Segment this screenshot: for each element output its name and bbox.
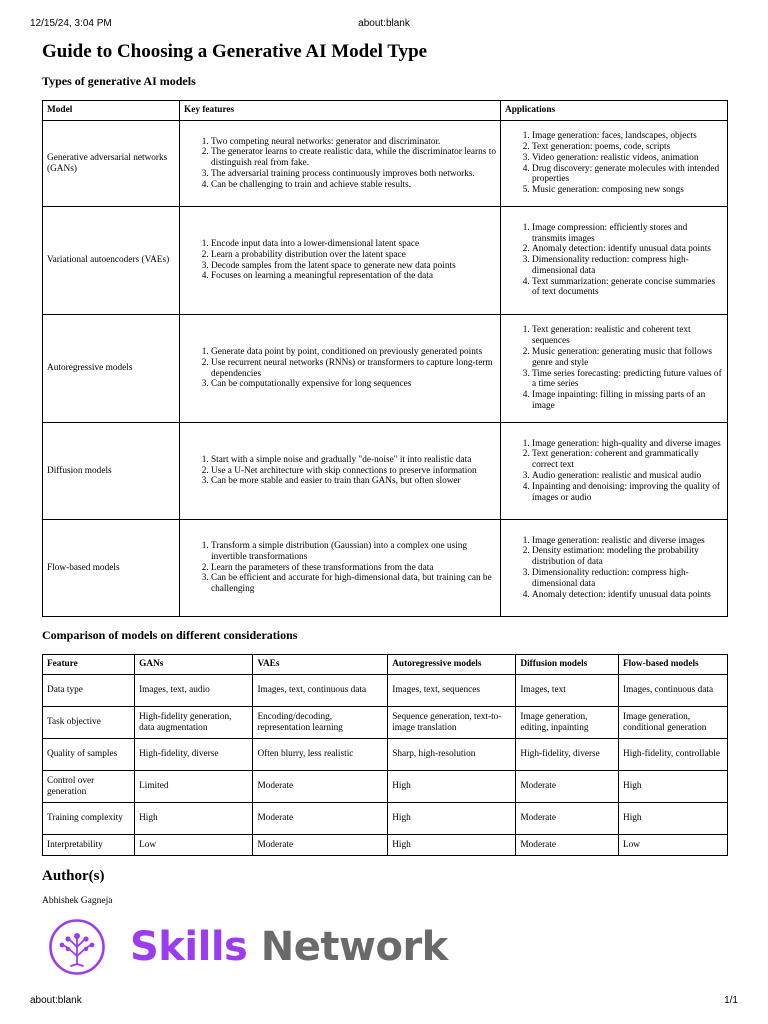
features-list	[184, 541, 496, 595]
table-row	[43, 739, 728, 771]
feature-item: 3. The adversarial training process continuously improves both networks.	[211, 169, 496, 180]
application-item: 2. Text generation: poems, code, scripts	[532, 142, 723, 153]
model-name-cell: Generative adversarial networks (GANs)	[43, 121, 180, 207]
model-name-cell: Diffusion models	[43, 423, 180, 520]
column-header: Key features	[180, 101, 501, 121]
application-item: 1. Image compression: efficiently stores and transmits images	[532, 223, 723, 245]
table-row	[43, 835, 728, 856]
application-item: 1. Image generation: realistic and diverse images	[532, 536, 723, 547]
feature-item: 4. Focuses on learning a meaningful representation of the data	[211, 271, 496, 282]
application-item: 3. Dimensionality reduction: compress high-dimensional data	[532, 568, 723, 590]
comparison-cell: High	[388, 771, 516, 803]
table-row	[43, 771, 728, 803]
comparison-cell: Images, text, continuous data	[253, 675, 388, 707]
page-number: 1/1	[724, 995, 738, 1006]
application-item: 2. Text generation: coherent and grammatically correct text	[532, 449, 723, 471]
comparison-cell: Limited	[135, 771, 253, 803]
table-header-row	[43, 655, 728, 675]
table-row	[43, 520, 728, 617]
column-header: Feature	[43, 655, 135, 675]
comparison-cell: High-fidelity, diverse	[135, 739, 253, 771]
table-row	[43, 315, 728, 423]
application-item: 2. Density estimation: modeling the probability distribution of data	[532, 546, 723, 568]
model-name-cell: Variational autoencoders (VAEs)	[43, 207, 180, 315]
model-name-cell: Autoregressive models	[43, 315, 180, 423]
feature-item: 1. Start with a simple noise and gradually "de-noise" it into realistic data	[211, 455, 496, 466]
application-item: 4. Image inpainting: filling in missing parts of an image	[532, 390, 723, 412]
feature-item: 2. Use a U-Net architecture with skip connections to preserve information	[211, 466, 496, 477]
application-item: 4. Inpainting and denoising: improving the quality of images or audio	[532, 482, 723, 504]
print-date: 12/15/24, 3:04 PM	[30, 18, 112, 29]
application-item: 3. Dimensionality reduction: compress high-dimensional data	[532, 255, 723, 277]
comparison-table	[42, 654, 728, 856]
feature-item: 3. Can be more stable and easier to train than GANs, but often slower	[211, 476, 496, 487]
key-features-cell	[180, 520, 501, 617]
applications-cell	[501, 121, 728, 207]
print-url: about:blank	[358, 18, 410, 29]
page-title: Guide to Choosing a Generative AI Model Type	[42, 41, 428, 62]
comparison-cell: Encoding/decoding, representation learning	[253, 707, 388, 739]
author-name: Abhishek Gagneja	[42, 896, 113, 906]
feature-item: 2. The generator learns to create realistic data, while the discriminator learns to distinguish real from fake.	[211, 147, 496, 169]
key-features-cell	[180, 315, 501, 423]
comparison-cell: Sequence generation, text-to-image translation	[388, 707, 516, 739]
column-header: Model	[43, 101, 180, 121]
comparison-cell: High-fidelity, controllable	[618, 739, 727, 771]
comparison-cell: Low	[618, 835, 727, 856]
comparison-cell: Moderate	[516, 803, 619, 835]
key-features-cell	[180, 207, 501, 315]
table-row	[43, 207, 728, 315]
feature-item: 3. Decode samples from the latent space to generate new data points	[211, 261, 496, 272]
applications-list	[505, 536, 723, 601]
model-name-cell: Flow-based models	[43, 520, 180, 617]
feature-item: 1. Two competing neural networks: generator and discriminator.	[211, 137, 496, 148]
skills-network-logo	[48, 918, 728, 976]
table-row	[43, 675, 728, 707]
skills-network-tree-icon	[48, 918, 106, 976]
logo-wordmark	[130, 923, 448, 971]
column-header: Diffusion models	[516, 655, 619, 675]
comparison-cell: Image generation, conditional generation	[618, 707, 727, 739]
comparison-cell: Moderate	[516, 835, 619, 856]
feature-item: 2. Learn a probability distribution over the latent space	[211, 250, 496, 261]
features-list	[184, 455, 496, 487]
comparison-cell: High	[618, 803, 727, 835]
column-header: Autoregressive models	[388, 655, 516, 675]
feature-name-cell: Data type	[43, 675, 135, 707]
applications-cell	[501, 207, 728, 315]
application-item: 3. Video generation: realistic videos, animation	[532, 153, 723, 164]
comparison-cell: High	[388, 835, 516, 856]
comparison-cell: Moderate	[253, 835, 388, 856]
column-header: Applications	[501, 101, 728, 121]
comparison-cell: Images, text	[516, 675, 619, 707]
applications-list	[505, 131, 723, 196]
feature-name-cell: Task objective	[43, 707, 135, 739]
comparison-cell: Images, text, audio	[135, 675, 253, 707]
feature-item: 2. Learn the parameters of these transformations from the data	[211, 563, 496, 574]
comparison-cell: Low	[135, 835, 253, 856]
feature-name-cell: Interpretability	[43, 835, 135, 856]
feature-item: 1. Transform a simple distribution (Gaussian) into a complex one using invertible transformations	[211, 541, 496, 563]
application-item: 4. Anomaly detection: identify unusual data points	[532, 590, 723, 601]
comparison-cell: High-fidelity, diverse	[516, 739, 619, 771]
feature-item: 3. Can be computationally expensive for long sequences	[211, 379, 496, 390]
feature-name-cell: Quality of samples	[43, 739, 135, 771]
application-item: 5. Music generation: composing new songs	[532, 185, 723, 196]
comparison-cell: Sharp, high-resolution	[388, 739, 516, 771]
model-types-table	[42, 100, 728, 617]
feature-name-cell: Control over generation	[43, 771, 135, 803]
application-item: 2. Anomaly detection: identify unusual data points	[532, 244, 723, 255]
comparison-cell: Images, text, sequences	[388, 675, 516, 707]
table-row	[43, 423, 728, 520]
feature-item: 2. Use recurrent neural networks (RNNs) or transformers to capture long-term dependencies	[211, 358, 496, 380]
applications-list	[505, 439, 723, 504]
comparison-cell: High	[388, 803, 516, 835]
application-item: 1. Image generation: high-quality and diverse images	[532, 439, 723, 450]
logo-word-skills: Skills	[130, 924, 248, 970]
features-list	[184, 137, 496, 191]
comparison-cell: High	[135, 803, 253, 835]
comparison-cell: High	[618, 771, 727, 803]
column-header: Flow-based models	[618, 655, 727, 675]
application-item: 2. Music generation: generating music that follows genre and style	[532, 347, 723, 369]
comparison-cell: Moderate	[516, 771, 619, 803]
key-features-cell	[180, 423, 501, 520]
table-header-row	[43, 101, 728, 121]
feature-item: 3. Can be efficient and accurate for high-dimensional data, but training can be challenging	[211, 573, 496, 595]
column-header: VAEs	[253, 655, 388, 675]
feature-name-cell: Training complexity	[43, 803, 135, 835]
applications-list	[505, 223, 723, 299]
applications-cell	[501, 423, 728, 520]
application-item: 3. Audio generation: realistic and musical audio	[532, 471, 723, 482]
feature-item: 4. Can be challenging to train and achieve stable results.	[211, 180, 496, 191]
author-heading: Author(s)	[42, 868, 105, 884]
comparison-cell: Moderate	[253, 771, 388, 803]
print-footer	[30, 995, 738, 1009]
types-heading: Types of generative AI models	[42, 74, 196, 88]
feature-item: 1. Generate data point by point, conditioned on previously generated points	[211, 347, 496, 358]
comparison-cell: Images, continuous data	[618, 675, 727, 707]
table-row	[43, 121, 728, 207]
application-item: 4. Drug discovery: generate molecules with intended properties	[532, 164, 723, 186]
features-list	[184, 239, 496, 282]
comparison-cell: Often blurry, less realistic	[253, 739, 388, 771]
features-list	[184, 347, 496, 390]
table-row	[43, 803, 728, 835]
print-footer-url: about:blank	[30, 995, 82, 1006]
applications-cell	[501, 520, 728, 617]
application-item: 1. Image generation: faces, landscapes, objects	[532, 131, 723, 142]
feature-item: 1. Encode input data into a lower-dimensional latent space	[211, 239, 496, 250]
document-content	[42, 40, 728, 976]
comparison-cell: Moderate	[253, 803, 388, 835]
print-header	[30, 18, 738, 32]
applications-cell	[501, 315, 728, 423]
comparison-heading: Comparison of models on different considerations	[42, 628, 298, 642]
comparison-cell: Image generation, editing, inpainting	[516, 707, 619, 739]
column-header: GANs	[135, 655, 253, 675]
table-row	[43, 707, 728, 739]
logo-word-network: Network	[260, 924, 448, 970]
applications-list	[505, 325, 723, 411]
application-item: 4. Text summarization: generate concise summaries of text documents	[532, 277, 723, 299]
comparison-cell: High-fidelity generation, data augmentation	[135, 707, 253, 739]
application-item: 1. Text generation: realistic and coherent text sequences	[532, 325, 723, 347]
key-features-cell	[180, 121, 501, 207]
application-item: 3. Time series forecasting: predicting future values of a time series	[532, 369, 723, 391]
